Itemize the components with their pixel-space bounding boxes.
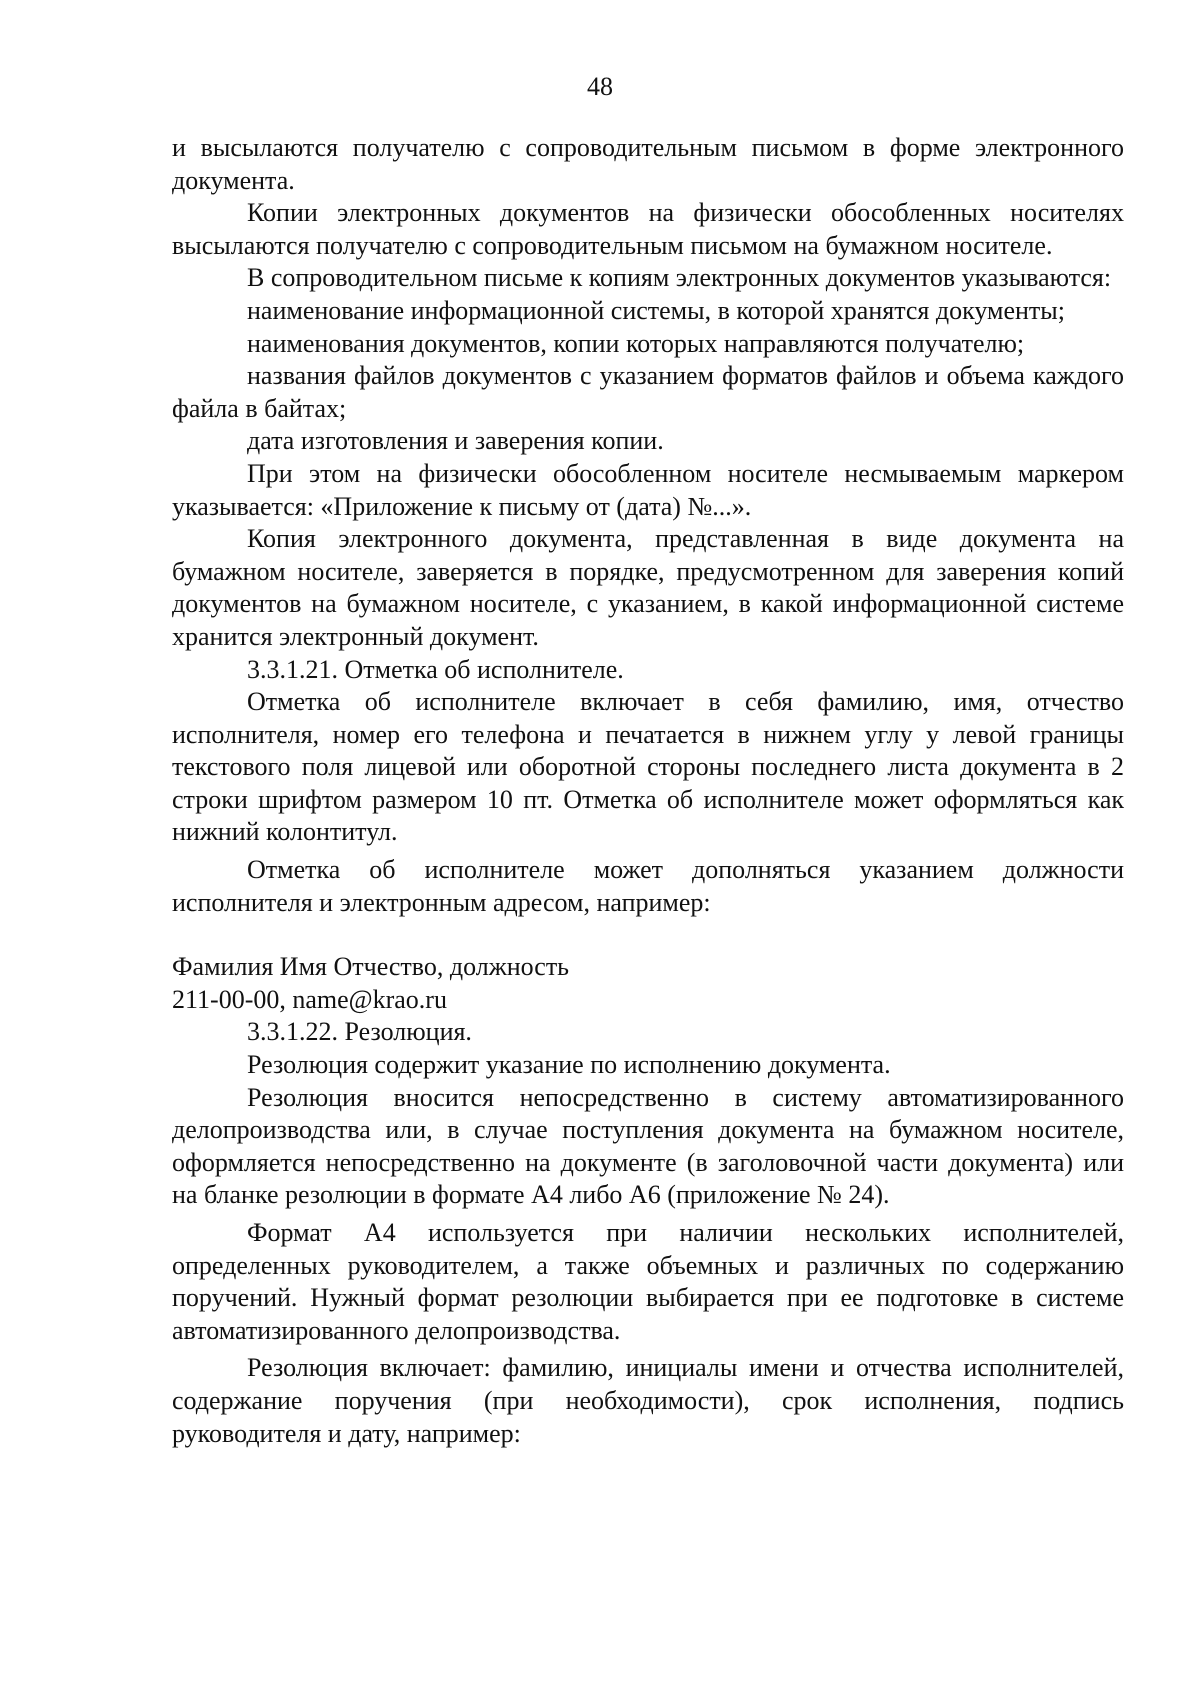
paragraph: и высылаются получателю с сопроводительным письмом в форме электронного документа. <box>172 133 1124 195</box>
section-heading: 3.3.1.22. Резолюция. <box>247 1017 472 1047</box>
paragraph: Резолюция включает: фамилию, инициалы имени и отчества исполнителей, содержание поручения (при необходимости), срок исполнения, подпись руководителя и дату, например: <box>172 1353 1124 1448</box>
paragraph: В сопроводительном письме к копиям электронных документов указываются: <box>247 263 1112 293</box>
paragraph: Копии электронных документов на физически обособленных носителях высылаются получателю с сопроводительным письмом на бумажном носителе. <box>172 198 1124 260</box>
list-item: наименования документов, копии которых направляются получателю; <box>247 328 1025 358</box>
example-name-line: Фамилия Имя Отчество, должность <box>172 952 570 982</box>
section-heading: 3.3.1.21. Отметка об исполнителе. <box>247 654 624 684</box>
document-body <box>172 132 1124 1450</box>
list-item: дата изготовления и заверения копии. <box>247 426 664 456</box>
paragraph: При этом на физически обособленном носителе несмываемым маркером указывается: «Приложение к письму от (дата) №...». <box>172 458 1124 521</box>
paragraph: Отметка об исполнителе может дополняться указанием должности исполнителя и электронным адресом, например: <box>172 855 1124 917</box>
paragraph: Резолюция вносится непосредственно в систему автоматизированного делопроизводства или, в случае поступления документа на бумажном носителе, оформляется непосредственно на документе (в заголовочной части документа) или на бланке резолюции в формате А4 либо А6 (приложение № 24). <box>172 1082 1124 1210</box>
example-contact-line: 211-00-00, name@krao.ru <box>172 984 447 1014</box>
paragraph: Резолюция содержит указание по исполнению документа. <box>247 1050 891 1080</box>
paragraph: Отметка об исполнителе включает в себя фамилию, имя, отчество исполнителя, номер его телефона и печатается в нижнем углу у левой границы текстового поля лицевой или оборотной стороны последнего листа документа в 2 строки шрифтом размером 10 пт. Отметка об исполнителе может оформляться как нижний колонтитул. <box>172 687 1124 847</box>
paragraph: Формат А4 используется при наличии нескольких исполнителей, определенных руководителем, а также объемных и различных по содержанию поручений. Нужный формат резолюции выбирается при ее подготовке в системе автоматизированного делопроизводства. <box>172 1218 1124 1345</box>
paragraph: Копия электронного документа, представленная в виде документа на бумажном носителе, заверяется в порядке, предусмотренном для заверения копий документов на бумажном носителе, с указанием, в какой информационной системе хранится электронный документ. <box>172 524 1124 651</box>
list-item: названия файлов документов с указанием форматов файлов и объема каждого файла в байтах; <box>172 361 1124 423</box>
page-number: 48 <box>587 72 613 101</box>
blank-line <box>172 919 1124 951</box>
list-item: наименование информационной системы, в которой хранятся документы; <box>247 295 1065 325</box>
